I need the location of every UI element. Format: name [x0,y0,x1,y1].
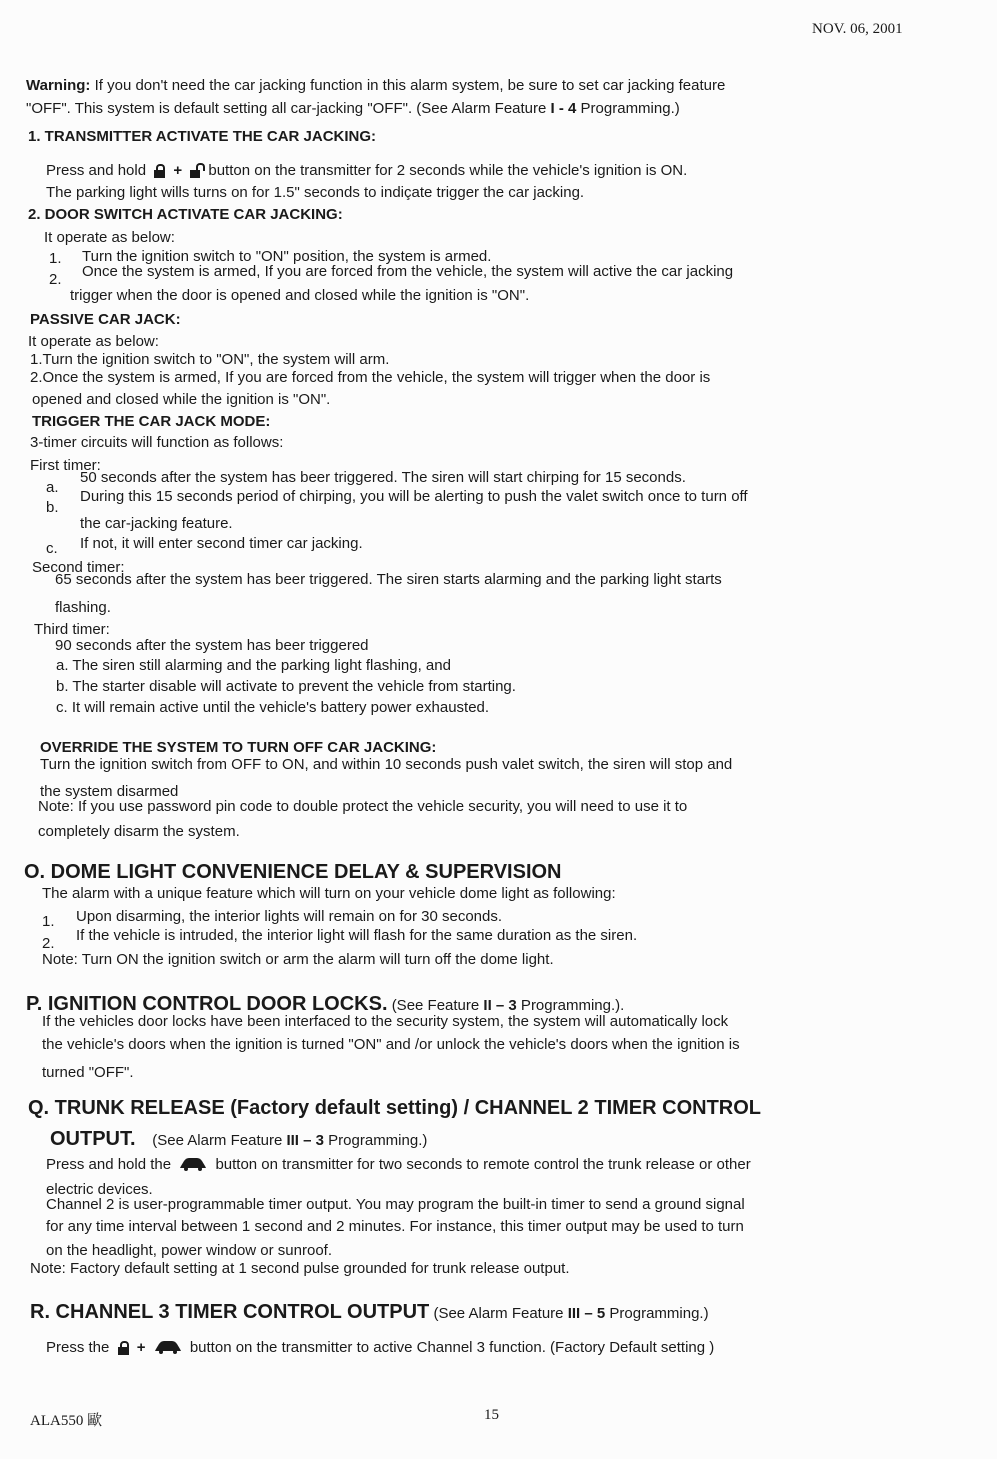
section-p-line-3: turned "OFF". [42,1064,134,1081]
passive-item-1: 1.Turn the ignition switch to "ON", the system will arm. [30,351,390,368]
section-o-note: Note: Turn ON the ignition switch or arm the alarm will turn off the dome light. [42,951,554,968]
override-line-1: Turn the ignition switch from OFF to ON, and within 10 seconds push valet switch, the siren will stop and [40,756,733,773]
section-2-item-2-num: 2. [49,271,62,288]
section-o-item-1: Upon disarming, the interior lights will remain on for 30 seconds. [76,908,503,925]
lock-icon [118,1341,129,1354]
section-q-title-2: OUTPUT. [50,1128,136,1150]
first-timer-b-marker: b. [46,499,59,516]
second-timer-line-2: flashing. [55,599,111,616]
first-timer-a: 50 seconds after the system has beer triggered. The siren will start chirping for 15 seconds. [80,469,686,486]
warning-label: Warning: [26,77,91,94]
section-2-item-2-cont: trigger when the door is opened and closed while the ignition is "ON". [70,287,530,304]
section-2-item-2: Once the system is armed, If you are forced from the vehicle, the system will active the car jacking [82,263,734,280]
section-2-item-1-num: 1. [49,250,62,267]
override-line-4: completely disarm the system. [38,823,240,840]
section-q-line-5: on the headlight, power window or sunroof. [46,1242,333,1259]
section-q-title-1: Q. TRUNK RELEASE (Factory default setting) / CHANNEL 2 TIMER CONTROL [28,1097,761,1119]
second-timer-label: Second timer: [32,559,125,576]
section-q-title-2-line: OUTPUT. (See Alarm Feature III – 3 Programming.) [50,1128,428,1150]
section-p-line-2: the vehicle's doors when the ignition is turned "ON" and /or unlock the vehicle's doors when the ignition is [42,1036,740,1053]
third-timer-b: b. The starter disable will activate to prevent the vehicle from starting. [56,678,516,695]
warning-line-1: Warning: If you don't need the car jacking function in this alarm system, be sure to set car jacking feature [26,77,726,94]
section-q-line-2: electric devices. [46,1181,153,1198]
section-1-title: 1. TRANSMITTER ACTIVATE THE CAR JACKING: [28,128,377,145]
section-p-line-1: If the vehicles door locks have been interfaced to the security system, the system will automatically lock [42,1013,729,1030]
section-o-item-2: If the vehicle is intruded, the interior light will flash for the same duration as the siren. [76,927,638,944]
car-icon [154,1340,182,1354]
first-timer-b-cont: the car-jacking feature. [80,515,233,532]
first-timer-c: If not, it will enter second timer car jacking. [80,535,363,552]
section-2-title: 2. DOOR SWITCH ACTIVATE CAR JACKING: [28,206,343,223]
section-q-note: Note: Factory default setting at 1 second pulse grounded for trunk release output. [30,1260,570,1277]
passive-title: PASSIVE CAR JACK: [30,311,181,328]
third-timer-line-0: 90 seconds after the system has beer triggered [55,637,369,654]
override-line-3: Note: If you use password pin code to double protect the vehicle security, you will need to use it to [38,798,688,815]
passive-item-2-cont: opened and closed while the ignition is "ON". [32,391,331,408]
trigger-title: TRIGGER THE CAR JACK MODE: [32,413,271,430]
section-p-heading: P. IGNITION CONTROL DOOR LOCKS. (See Feature II – 3 Programming.). [26,993,625,1015]
section-p-title: P. IGNITION CONTROL DOOR LOCKS. [26,993,388,1015]
section-o-item-1-num: 1. [42,913,55,930]
section-o-title: O. DOME LIGHT CONVENIENCE DELAY & SUPERVISION [24,861,562,883]
third-timer-c: c. It will remain active until the vehicle's battery power exhausted. [56,699,490,716]
car-icon [179,1157,207,1171]
section-o-item-2-num: 2. [42,935,55,952]
section-r-title: R. CHANNEL 3 TIMER CONTROL OUTPUT [30,1301,430,1323]
section-o-intro: The alarm with a unique feature which will turn on your vehicle dome light as following: [42,885,616,902]
section-q-line-3: Channel 2 is user-programmable timer output. You may program the built-in timer to send a ground signal [46,1196,745,1213]
unlock-icon [190,163,204,177]
page-number: 15 [484,1407,499,1423]
third-timer-label: Third timer: [34,621,110,638]
lock-icon [154,164,165,177]
section-1-press-line: Press and hold + button on the transmitter for 2 seconds while the vehicle's ignition is ON. [46,162,688,179]
override-title: OVERRIDE THE SYSTEM TO TURN OFF CAR JACKING: [40,739,437,756]
first-timer-label: First timer: [30,457,101,474]
first-timer-a-marker: a. [46,479,59,496]
first-timer-c-marker: c. [46,540,58,557]
section-q-press-line: Press and hold the button on transmitter for two seconds to remote control the trunk release or other [46,1156,751,1173]
warning-line-2: "OFF". This system is default setting all car-jacking "OFF". (See Alarm Feature I - 4 Programming.) [26,100,680,117]
second-timer-line-1: 65 seconds after the system has beer triggered. The siren starts alarming and the parking light starts [55,571,722,588]
header-date: NOV. 06, 2001 [812,21,903,37]
override-line-2: the system disarmed [40,783,179,800]
trigger-intro: 3-timer circuits will function as follows: [30,434,284,451]
third-timer-a: a. The siren still alarming and the parking light flashing, and [56,657,451,674]
passive-item-2: 2.Once the system is armed, If you are forced from the vehicle, the system will trigger when the door is [30,369,711,386]
section-r-heading: R. CHANNEL 3 TIMER CONTROL OUTPUT (See Alarm Feature III – 5 Programming.) [30,1301,709,1323]
passive-intro: It operate as below: [28,333,159,350]
section-2-item-1: Turn the ignition switch to "ON" position, the system is armed. [82,248,492,265]
footer-model: ALA550 歐 [30,1413,103,1429]
first-timer-b: During this 15 seconds period of chirping, you will be alerting to push the valet switch once to turn off [80,488,748,505]
section-2-intro: It operate as below: [44,229,175,246]
section-q-line-4: for any time interval between 1 second and 2 minutes. For instance, this timer output may be used to turn [46,1218,744,1235]
section-r-press-line: Press the + button on the transmitter to active Channel 3 function. (Factory Default setting ) [46,1339,715,1356]
section-1-line-2: The parking light wills turns on for 1.5" seconds to indiçate trigger the car jacking. [46,184,585,201]
